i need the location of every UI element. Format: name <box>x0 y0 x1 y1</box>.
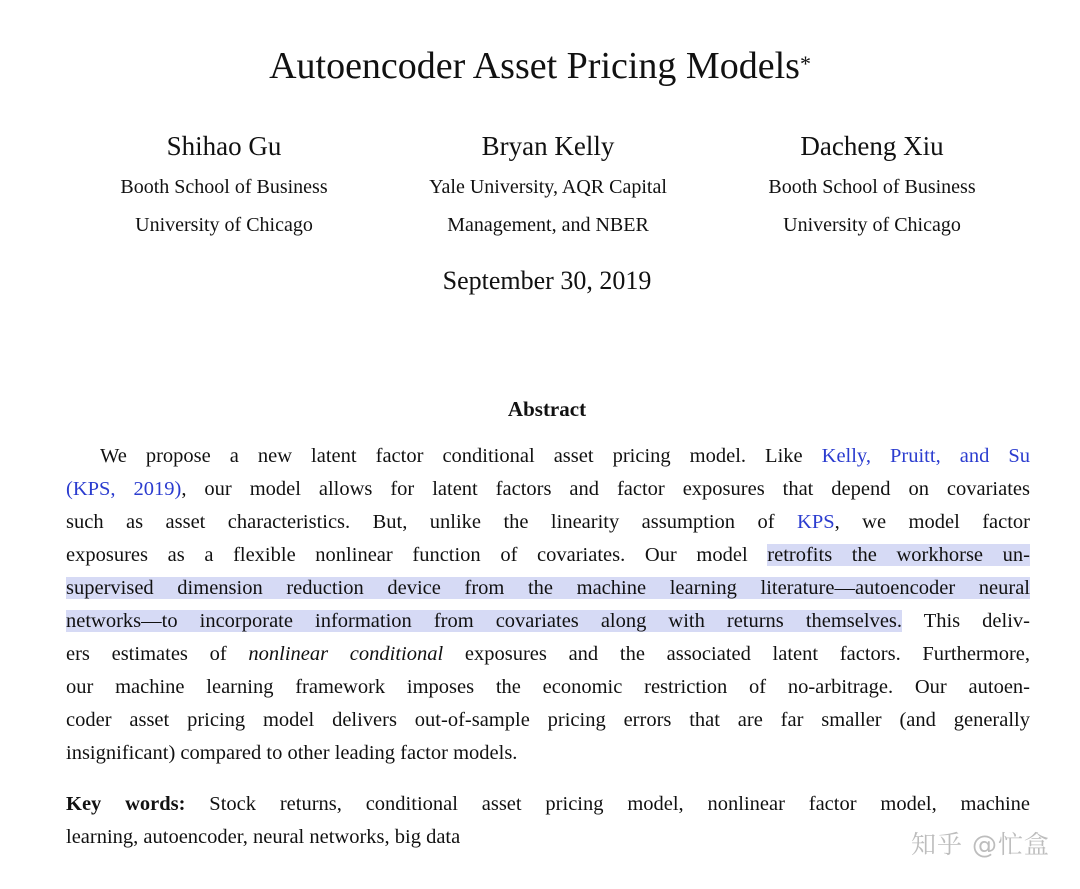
author-name: Shihao Gu <box>166 131 282 161</box>
highlighted-text[interactable]: supervised dimension reduction device from the machine learning literature—autoencoder neural <box>66 577 1030 599</box>
abstract-text: ers estimates of <box>66 643 249 665</box>
author-affiliation: Booth School of Business <box>768 176 976 198</box>
highlighted-text[interactable]: retrofits the workhorse un- <box>767 544 1030 566</box>
abstract-line <box>66 605 1030 638</box>
author-affiliation: University of Chicago <box>135 214 313 236</box>
paper-title <box>0 42 1080 90</box>
title-footnote-mark: * <box>799 51 811 76</box>
author-affiliation: Management, and NBER <box>447 214 649 236</box>
keywords-text: learning, autoencoder, neural networks, big data <box>66 826 461 848</box>
author-name: Dacheng Xiu <box>800 131 944 161</box>
emphasized-text: nonlinear conditional <box>248 643 444 665</box>
citation-link-kps-year[interactable]: (KPS, 2019) <box>66 478 182 500</box>
citation-link-kps-short[interactable]: KPS <box>797 511 835 533</box>
abstract-line <box>66 671 1030 704</box>
author-block-xiu <box>722 128 1022 244</box>
abstract-text: exposures as a flexible nonlinear function of covariates. Our model <box>66 544 768 566</box>
abstract-line <box>66 539 1030 572</box>
abstract-text: coder asset pricing model delivers out-of-sample pricing errors that are far smaller (and generally <box>66 709 1030 731</box>
abstract-text: insignificant) compared to other leading factor models. <box>66 742 518 764</box>
keywords-label: Key words: <box>66 793 186 815</box>
keywords-text: Stock returns, conditional asset pricing model, nonlinear factor model, machine <box>185 793 1030 815</box>
abstract-text: exposures and the associated latent factors. Furthermore, <box>443 643 1030 665</box>
abstract-text: , we model factor <box>834 511 1030 533</box>
author-affiliation: University of Chicago <box>783 214 961 236</box>
keywords-line <box>66 788 1030 821</box>
abstract-line <box>66 638 1030 671</box>
zhihu-watermark: 知乎 @忙盒 <box>911 830 1050 859</box>
abstract-line <box>66 473 1030 506</box>
author-affiliation: Yale University, AQR Capital <box>429 176 667 198</box>
abstract-text: This deliv- <box>902 610 1030 632</box>
abstract-line <box>66 737 1030 770</box>
keywords-line <box>66 821 1030 854</box>
abstract-line <box>66 704 1030 737</box>
title-text: Autoencoder Asset Pricing Models <box>269 45 800 87</box>
abstract-line <box>66 572 1030 605</box>
paper-date: September 30, 2019 <box>442 266 652 295</box>
author-affiliation: Booth School of Business <box>120 176 328 198</box>
author-block-kelly <box>398 128 698 244</box>
abstract-text: our machine learning framework imposes the economic restriction of no-arbitrage. Our autoen- <box>66 676 1030 698</box>
author-block-gu <box>74 128 374 244</box>
abstract-line <box>66 506 1030 539</box>
citation-link-kps[interactable]: Kelly, Pruitt, and Su <box>821 445 1030 467</box>
abstract-text: such as asset characteristics. But, unlike the linearity assumption of <box>66 511 798 533</box>
abstract-line <box>100 440 1030 473</box>
abstract-text: We propose a new latent factor conditional asset pricing model. Like <box>100 445 822 467</box>
abstract-heading: Abstract <box>507 397 587 421</box>
abstract-text: , our model allows for latent factors and factor exposures that depend on covariates <box>181 478 1030 500</box>
author-name: Bryan Kelly <box>481 131 615 161</box>
highlighted-text[interactable]: networks—to incorporate information from covariates along with returns themselves. <box>66 610 903 632</box>
